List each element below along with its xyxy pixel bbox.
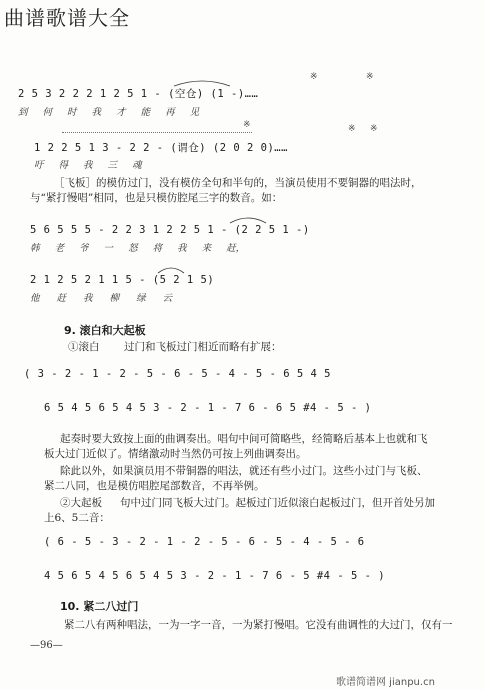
- subsection-label: ①滚白: [68, 341, 100, 353]
- lyric-line: 到 何 时 我 才 能 再 见: [18, 107, 200, 118]
- score-line: 2 5 3 2 2 2 1 2 5 1 - (空仓) (1 -)……: [18, 88, 259, 100]
- score-line: ( 3 - 2 - 1 - 2 - 5 - 6 - 5 - 4 - 5 - 6 5 4 5: [24, 368, 331, 380]
- page-number: —96—: [30, 640, 63, 651]
- slur-arc: [156, 266, 186, 274]
- lyric-line: 他 赶 我 柳 绿 云: [30, 293, 173, 304]
- subsection-label: ②大起板: [60, 497, 102, 509]
- slur-arc: [228, 216, 268, 224]
- score-line: 4 5 6 5 4 5 6 5 4 5 3 - 2 - 1 - 7 6 - 5 #4 - 5 - ): [44, 570, 386, 582]
- dotted-rule: [62, 132, 252, 133]
- body-paragraph: ［飞板］的模仿过门，没有模仿全句和半句的，当演员使用不要铜器的唱法时，与“紧打慢唱”相同，也是只模仿腔尾三字的数音。如：: [30, 177, 422, 204]
- subsection-text: 句中过门同飞板大过门。起板过门近似滚白起板过门，但开首处另加上6、5二音：: [44, 497, 435, 524]
- section-heading: 10. 紧二八过门: [60, 600, 139, 613]
- site-title: 曲谱歌谱大全: [4, 6, 130, 30]
- subsection-text: 过门和飞板过门相近而略有扩展：: [124, 341, 282, 353]
- score-line: ( 6 - 5 - 3 - 2 - 1 - 2 - 5 - 6 - 5 - 4 - 5 - 6: [44, 536, 365, 548]
- score-line: 2 1 2 5 2 1 1 5 - (5 2 1 5): [30, 274, 215, 286]
- section-heading: 9. 滚白和大起板: [64, 324, 146, 337]
- footer-watermark: 歌谱简谱网 jianpu.cn: [336, 677, 435, 688]
- body-paragraph: 起奏时要大致按上面的曲调奏出。唱句中间可简略些，经简略后基本上也就和飞板大过门近似了。情绪激动时当然仍可按上列曲调奏出。: [44, 433, 428, 460]
- lyric-line: 吁 得 我 三 魂: [34, 160, 142, 171]
- score-line: 1 2 2 5 1 3 - 2 2 - (谓仓) (2 0 2 0)……: [34, 142, 288, 154]
- lyric-line: 韩 老 爷 一 怒 将 我 来 赶，: [30, 243, 246, 254]
- ornament-mark: ※: [366, 72, 374, 82]
- body-paragraph: 除此以外，如果演员用不带铜器的唱法，就还有些小过门。这些小过门与飞板、紧二八同，也是模仿唱腔尾部数音，不再举例。: [44, 465, 428, 492]
- score-line: 5 6 5 5 5 - 2 2 3 1 2 2 5 1 - (2 2 5 1 -): [30, 224, 310, 236]
- ornament-mark: ※: [348, 124, 356, 134]
- ornament-mark: ※: [370, 124, 378, 134]
- ornament-mark: ※: [310, 72, 318, 82]
- body-paragraph: 紧二八有两种唱法，一为一字一音，一为紧打慢唱。它没有曲调性的大过门，仅有一: [64, 619, 453, 631]
- score-line: 6 5 4 5 6 5 4 5 3 - 2 - 1 - 7 6 - 6 5 #4 - 5 - ): [44, 402, 372, 414]
- ornament-mark: ※: [243, 120, 251, 130]
